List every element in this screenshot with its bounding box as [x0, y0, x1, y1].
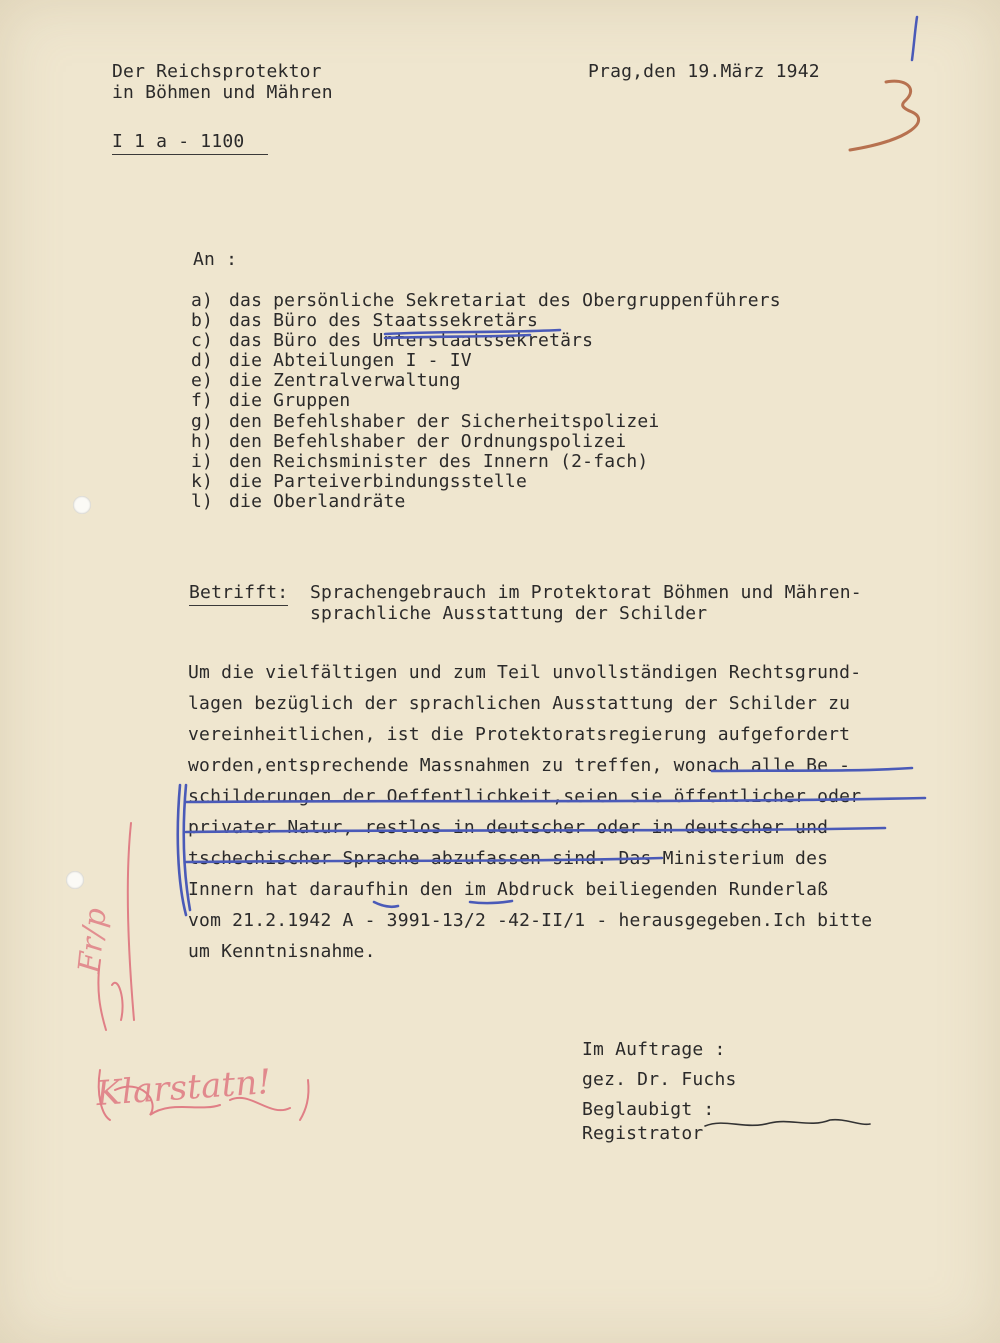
recipient-item: l) die Oberlandräte	[191, 490, 406, 512]
recipient-item: c) das Büro des Unterstaatssekretärs	[191, 330, 594, 352]
body-line: schilderungen der Oeffentlichkeit,seien sie öffentlicher oder	[188, 786, 862, 807]
subject-line-1: Sprachengebrauch im Protektorat Böhmen und Mähren-	[310, 582, 862, 603]
recipient-item: d) die Abteilungen I - IV	[191, 350, 472, 372]
punch-hole-upper	[73, 496, 91, 514]
recipient-item: h) den Befehlshaber der Ordnungspolizei	[191, 430, 627, 452]
letter-body	[188, 661, 928, 971]
place-date: Prag,den 19.März 1942	[588, 61, 820, 82]
signature-auftrage: Im Auftrage :	[582, 1039, 726, 1060]
recipient-item: f) die Gruppen	[191, 390, 351, 412]
body-line: lagen bezüglich der sprachlichen Ausstattung der Schilder zu	[188, 693, 851, 714]
recipients-label: An :	[193, 249, 238, 270]
subject-label: Betrifft:	[189, 583, 288, 606]
recipient-item: a) das persönliche Sekretariat des Obergruppenführers	[191, 290, 781, 311]
recipient-item: g) den Befehlshaber der Sicherheitspolizei	[191, 410, 660, 432]
recipient-item: i) den Reichsminister des Innern (2-fach)	[191, 450, 649, 472]
body-line: tschechischer Sprache abzufassen sind. Das Ministerium des	[188, 848, 829, 869]
folio-number	[887, 90, 904, 110]
folio-number-mark	[850, 81, 919, 150]
punch-hole-lower	[66, 871, 84, 889]
body-line: vereinheitlichen, ist die Protektoratsregierung aufgefordert	[188, 724, 851, 745]
margin-initials: Fr/p	[72, 906, 114, 975]
recipient-item: e) die Zentralverwaltung	[191, 370, 461, 392]
signature-certified: Beglaubigt :	[582, 1099, 715, 1120]
signature-name: gez. Dr. Fuchs	[582, 1069, 737, 1090]
sender-line-1: Der Reichsprotektor	[112, 61, 322, 82]
body-line: Um die vielfältigen und zum Teil unvollständigen Rechtsgrund-	[188, 662, 862, 683]
subject-line-2: sprachliche Ausstattung der Schilder	[310, 603, 708, 624]
recipient-item: k) die Parteiverbindungsstelle	[191, 470, 527, 492]
body-line: privater Natur, restlos in deutscher oder in deutscher und	[188, 817, 829, 838]
sender-line-2: in Böhmen und Mähren	[112, 82, 333, 103]
body-line: worden,entsprechende Massnahmen zu treffen, wonach alle Be -	[188, 755, 851, 776]
body-line: um Kenntnisnahme.	[188, 941, 376, 962]
registrar-signature-scribble	[705, 1120, 870, 1126]
signature-registrar: Registrator	[582, 1123, 704, 1144]
recipient-item: b) das Büro des Staatssekretärs	[191, 310, 539, 332]
file-reference: I 1 a - 1100	[112, 132, 268, 155]
body-line: Innern hat daraufhin den im Abdruck beiliegenden Runderlaß	[188, 879, 829, 900]
body-line: vom 21.2.1942 A - 3991-13/2 -42-II/1 - herausgegeben.Ich bitte	[188, 910, 873, 931]
blue-tick-mark	[912, 17, 917, 60]
recipient-list	[191, 291, 781, 512]
margin-note: Klarstatn!	[94, 1061, 273, 1115]
